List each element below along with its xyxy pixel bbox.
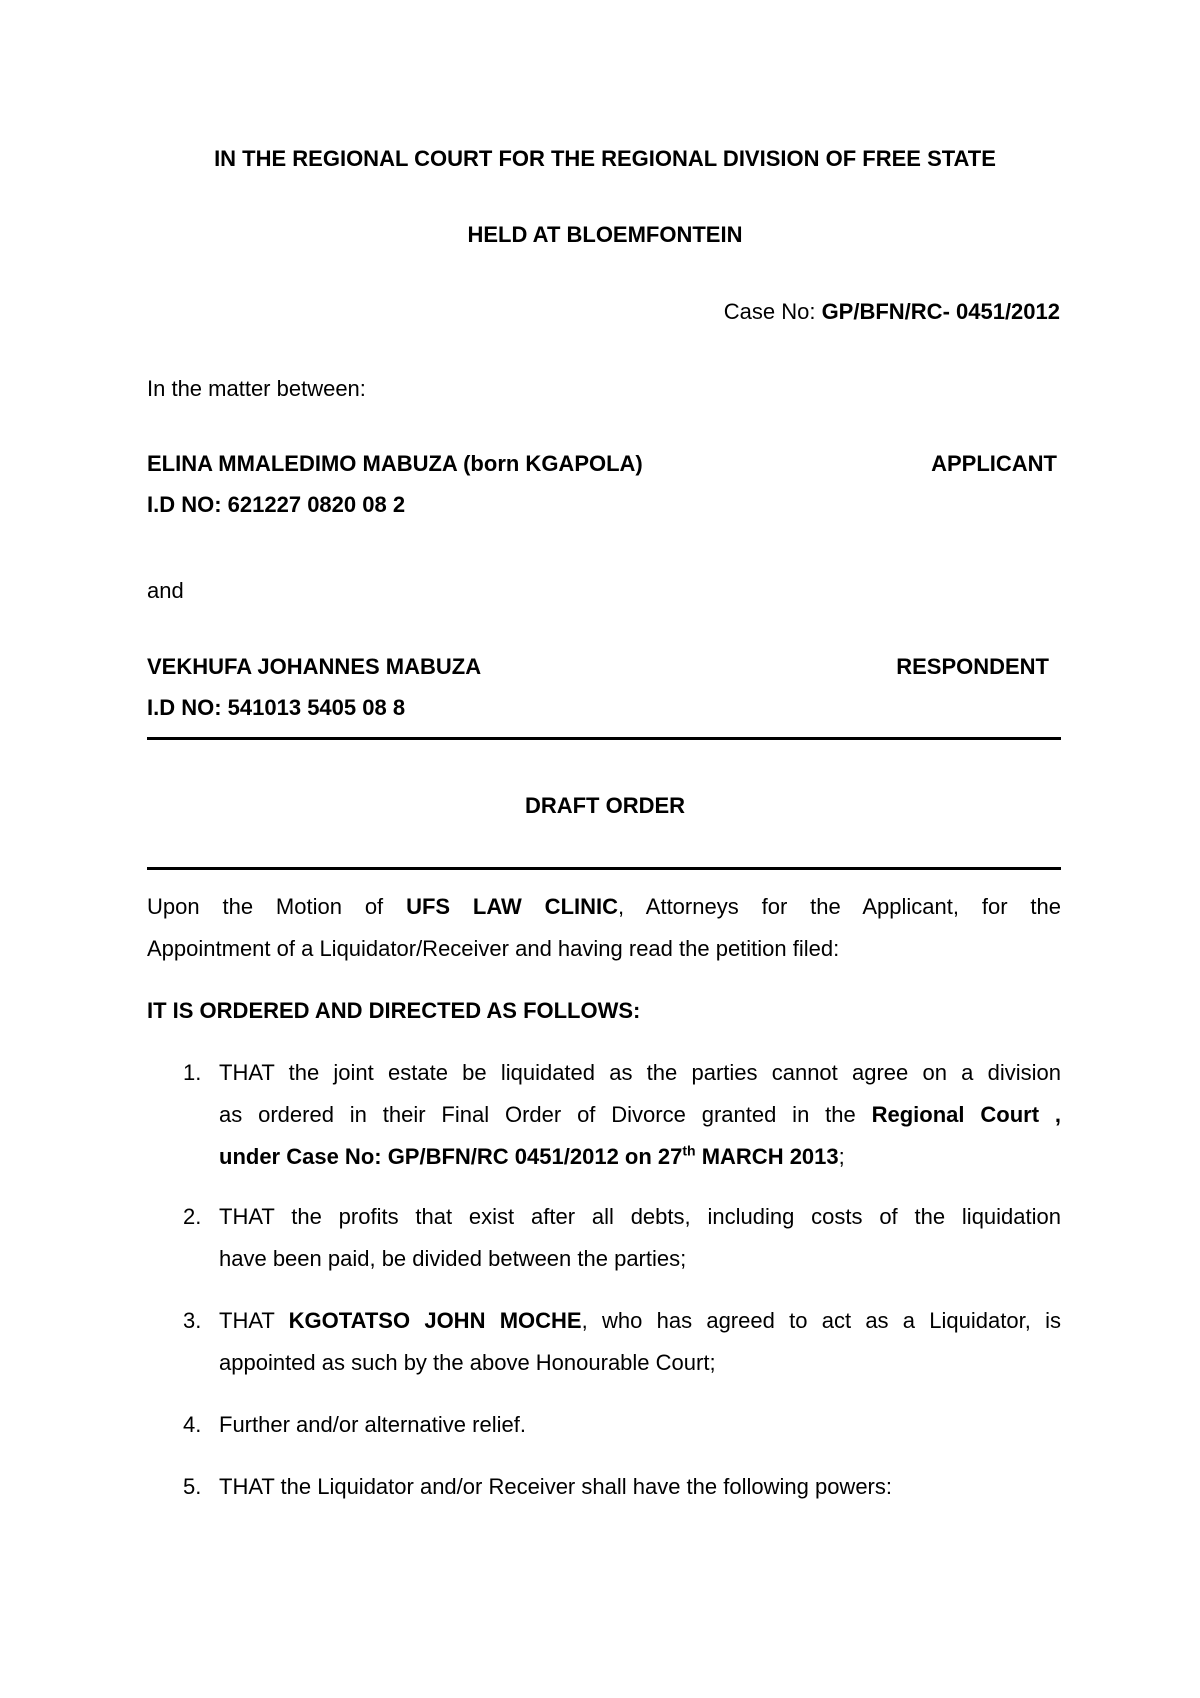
liquidator-name: KGOTATSO JOHN MOCHE bbox=[288, 1308, 582, 1333]
intro-paragraph bbox=[147, 886, 1061, 970]
respondent-role: RESPONDENT bbox=[896, 654, 1049, 679]
matter-between-text: In the matter between: bbox=[147, 376, 366, 401]
item-number: 2. bbox=[183, 1204, 202, 1229]
document-page: IN THE REGIONAL COURT FOR THE REGIONAL DIVISION OF FREE STATE HELD AT BLOEMFONTEIN Case No: GP/BFN/RC- 0451/2012 In the matter between: ELINA MMALEDIMO MABUZA (born KGAPOLA) APPLICANT I.D NO: 621227 0820 08 2 and VEKHUFA JOHANNES MABUZA RESPONDENT I.D NO: 541013 5405 08 8 DRAFT ORDER Upon the Motion of UFS LAW CLINIC, Attorneys for the Applicant, for the Appointment of a Liquidator/Receiver and having read the petition filed: IT IS ORDERED AND DIRECTED AS FOLLOWS: 1. THAT the joint estate be liquidated as the parties cannot agree on a division as ordered in their Final Order of Divorce granted in the Regional Court , under Case No: GP/BFN/RC 0451/2012 on 27th MARCH 2013; 2. THAT the profits that exist after all debts, including costs of the liquidation have been paid, be divided between the parties; 3. THAT KGOTATSO JOHN MOCHE, who has agreed to act as a Liquidator, is appointed as such by the above Honourable Court; 4. Further and/or alternative relief. 5. THAT the Liquidator and/or Receiver shall have the following powers: bbox=[0, 0, 1200, 1698]
intro-line-1: Upon the Motion of UFS LAW CLINIC, Attorneys for the Applicant, for the bbox=[147, 894, 1061, 919]
court-heading: IN THE REGIONAL COURT FOR THE REGIONAL DIVISION OF FREE STATE bbox=[214, 146, 996, 171]
top-divider bbox=[147, 737, 1061, 740]
case-number-line bbox=[724, 299, 1060, 325]
case-number-value: GP/BFN/RC- 0451/2012 bbox=[821, 299, 1060, 324]
item-number: 1. bbox=[183, 1060, 202, 1085]
item-number: 4. bbox=[183, 1412, 202, 1437]
held-at-heading: HELD AT BLOEMFONTEIN bbox=[467, 222, 743, 247]
regional-court-text: Regional Court , bbox=[871, 1102, 1061, 1127]
respondent-name: VEKHUFA JOHANNES MABUZA bbox=[147, 654, 482, 679]
document-title: DRAFT ORDER bbox=[524, 793, 686, 818]
applicant-name: ELINA MMALEDIMO MABUZA (born KGAPOLA) bbox=[147, 451, 643, 476]
ordered-heading: IT IS ORDERED AND DIRECTED AS FOLLOWS: bbox=[147, 998, 641, 1023]
item-number: 5. bbox=[183, 1474, 202, 1499]
intro-line-2: Appointment of a Liquidator/Receiver and having read the petition filed: bbox=[147, 936, 840, 961]
applicant-role: APPLICANT bbox=[931, 451, 1057, 476]
item-number: 3. bbox=[183, 1308, 202, 1333]
bottom-divider bbox=[147, 867, 1061, 870]
applicant-id: I.D NO: 621227 0820 08 2 bbox=[147, 492, 406, 517]
case-number-label: Case No: bbox=[723, 299, 816, 324]
and-text: and bbox=[147, 578, 184, 603]
law-clinic-name: UFS LAW CLINIC bbox=[406, 894, 619, 919]
respondent-id: I.D NO: 541013 5405 08 8 bbox=[147, 695, 406, 720]
